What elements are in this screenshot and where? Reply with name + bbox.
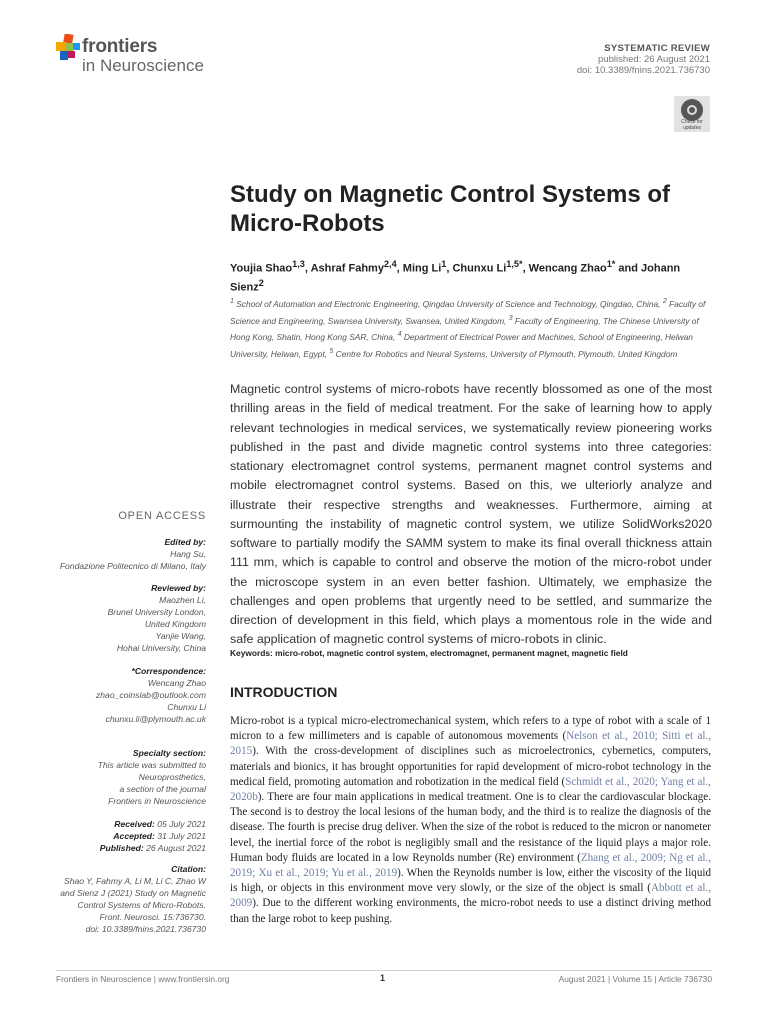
footer-volume-info: August 2021 | Volume 15 | Article 736730 bbox=[558, 974, 712, 984]
dates-block bbox=[36, 818, 206, 854]
citation-block bbox=[36, 863, 206, 935]
edited-by-label: Edited by: bbox=[164, 537, 206, 547]
article-type: SYSTEMATIC REVIEW bbox=[604, 43, 710, 54]
footer-divider bbox=[56, 970, 712, 971]
published-date: published: 26 August 2021 bbox=[598, 54, 710, 65]
specialty-line: Frontiers in Neuroscience bbox=[108, 796, 206, 806]
reviewer-line: Brunel University London, bbox=[107, 607, 206, 617]
introduction-body: Micro-robot is a typical micro-electromechanical system, which refers to a type of robot with a scale of 1 micron to a few millimeters and is capable of autonomous movements (Nelson et al., 2010; Sitti et al., 2015). With the cross-development of disciplines such as microelectronics, cybernetics, computers, materials and bionics, it has brought opportunities for rapid development of micro-robot technology in the medical field, promoting automation and robotization in the medical field (Schmidt et al., 2020; Yang et al., 2020b). There are four main applications in medical treatment. One is to clear the cardiovascular blockage. The second is to destroy the local lesions of the human body, and the third is to realize the diagnosis of the disease. The fourth is precise drug deliver. When the size of the robot is reduced to the micron or nanometer level, the inertial force of the robot is negligibly small and the resistance of the liquid plays a major role. Human body fluids are located in a low Reynolds number (Re) environment (Zhang et al., 2009; Ng et al., 2019; Xu et al., 2019; Yu et al., 2019). When the Reynolds number is low, either the viscosity of the liquid is high, or objects in this environment move very slowly, or the size of the object is small (Abbott et al., 2009). Due to the different working environments, the micro-robot needs to use a distinct driving method than the large robot to keep pushing. bbox=[230, 715, 711, 925]
citation-line: Control Systems of Micro-Robots. bbox=[77, 900, 206, 910]
published-date-side: Published: 26 August 2021 bbox=[99, 843, 206, 853]
correspondent-name: Wencang Zhao bbox=[147, 678, 206, 688]
keywords: Keywords: micro-robot, magnetic control system, electromagnet, permanent magnet, magnetic field bbox=[230, 648, 628, 658]
frontiers-logo-icon bbox=[56, 34, 82, 62]
reviewer-line: United Kingdom bbox=[144, 619, 206, 629]
affiliations: $^1$ School of Automation and Electronic Engineering, Qingdao University of Science and Technology, Qingdao, China, $^2$ Faculty of Science and Engineering, Swansea University, Swansea, United Kingdom, $^3$ Faculty of Engineering, The Chinese University of Hong Kong, Shatin, Hong Kong SAR, China, $^4$ Department of Electrical Power and Machines, School of Engineering, Helwan University, Helwan, Egypt, $^5$ Centre for Robotics and Neural Systems, University of Plymouth, Plymouth, United Kingdom bbox=[230, 298, 706, 359]
article-doi[interactable]: doi: 10.3389/fnins.2021.736730 bbox=[576, 65, 710, 76]
accepted-date: Accepted: 31 July 2021 bbox=[113, 831, 206, 841]
reviewer-line: Yanjie Wang, bbox=[155, 631, 206, 641]
editor-line: Fondazione Politecnico di Milano, Italy bbox=[59, 561, 206, 571]
specialty-section-label: Specialty section: bbox=[132, 748, 206, 758]
correspondent-email[interactable]: zhao_coinslab@outlook.com bbox=[95, 690, 206, 700]
journal-name-frontiers: frontiers bbox=[82, 36, 158, 57]
accepted-label: Accepted: bbox=[113, 831, 155, 841]
check-updates-label: Check for updates bbox=[681, 119, 703, 131]
abstract: Magnetic control systems of micro-robots have recently blossomed as one of the most thrilling areas in the field of medical treatment. For the sake of learning how to apply relevant technologies in medical services, we systematically review pioneering works published in the past and divide magnetic control systems into three categories: stationary electromagnet control systems, permanent magnet control systems and mobile electromagnet control systems. Based on this, we ulteriorly analyze and illustrate their respective strengths and weaknesses. Furthermore, aiming at surmounting the instability of magnetic control system, we utilize SolidWorks2020 software to partially modify the SAMM system to make its final overall thickness attain 111 mm, which is capable to control and observe the motion of the micro-robot under the microscope system in an even better fashion. Ultimately, we emphasize the challenges and open problems that urgently need to be settled, and summarize the direction of development in this field, which plays a momentous role in the wide and safe application of magnetic control systems of micro-robots in clinic. bbox=[230, 382, 712, 647]
reviewer-line: Maozhen Li, bbox=[159, 595, 206, 605]
journal-logo[interactable] bbox=[56, 34, 236, 78]
citation-line: Shao Y, Fahmy A, Li M, Li C, Zhao W bbox=[63, 876, 206, 886]
specialty-line: This article was submitted to bbox=[97, 760, 206, 770]
citation-line: Front. Neurosci. 15:736730. bbox=[99, 912, 206, 922]
page-number: 1 bbox=[380, 973, 386, 983]
specialty-line: Neuroprosthetics, bbox=[138, 772, 206, 782]
open-access-label: OPEN ACCESS bbox=[118, 510, 206, 522]
correspondent-email[interactable]: chunxu.li@plymouth.ac.uk bbox=[105, 714, 206, 724]
reviewed-by-label: Reviewed by: bbox=[151, 583, 206, 593]
correspondence-block bbox=[36, 665, 206, 725]
section-heading-introduction: INTRODUCTION bbox=[230, 684, 338, 700]
correspondence-label: *Correspondence: bbox=[131, 666, 206, 676]
check-for-updates-badge[interactable] bbox=[674, 96, 710, 132]
specialty-line: a section of the journal bbox=[119, 784, 206, 794]
journal-name-subtitle: in Neuroscience bbox=[82, 56, 204, 75]
edited-by-block bbox=[36, 536, 206, 572]
article-meta-header bbox=[577, 43, 710, 76]
reviewed-by-block bbox=[36, 582, 206, 654]
citation-line[interactable]: doi: 10.3389/fnins.2021.736730 bbox=[85, 924, 206, 934]
footer-journal-link[interactable]: Frontiers in Neuroscience | www.frontiersin.org bbox=[56, 974, 230, 984]
article-title: Study on Magnetic Control Systems of Micro-Robots bbox=[230, 181, 671, 237]
received-label: Received: bbox=[114, 819, 155, 829]
published-label: Published: bbox=[99, 843, 144, 853]
correspondent-name: Chunxu Li bbox=[167, 702, 206, 712]
received-date: Received: 05 July 2021 bbox=[114, 819, 206, 829]
specialty-section-block bbox=[36, 747, 206, 807]
citation-label: Citation: bbox=[171, 864, 206, 874]
check-updates-icon bbox=[681, 99, 703, 121]
author-list: Youjia Shao$^{1,3}$, Ashraf Fahmy$^{2,4}$, Ming Li$^1$, Chunxu $Li^{1,5*}$, Wencang Zhao$^{1*}$ and Johann Sienz$^2$ bbox=[230, 259, 681, 294]
citation-line: and Sienz J (2021) Study on Magnetic bbox=[60, 888, 206, 898]
reviewer-line: Hohai University, China bbox=[116, 643, 206, 653]
editor-line: Hang Su, bbox=[170, 549, 206, 559]
